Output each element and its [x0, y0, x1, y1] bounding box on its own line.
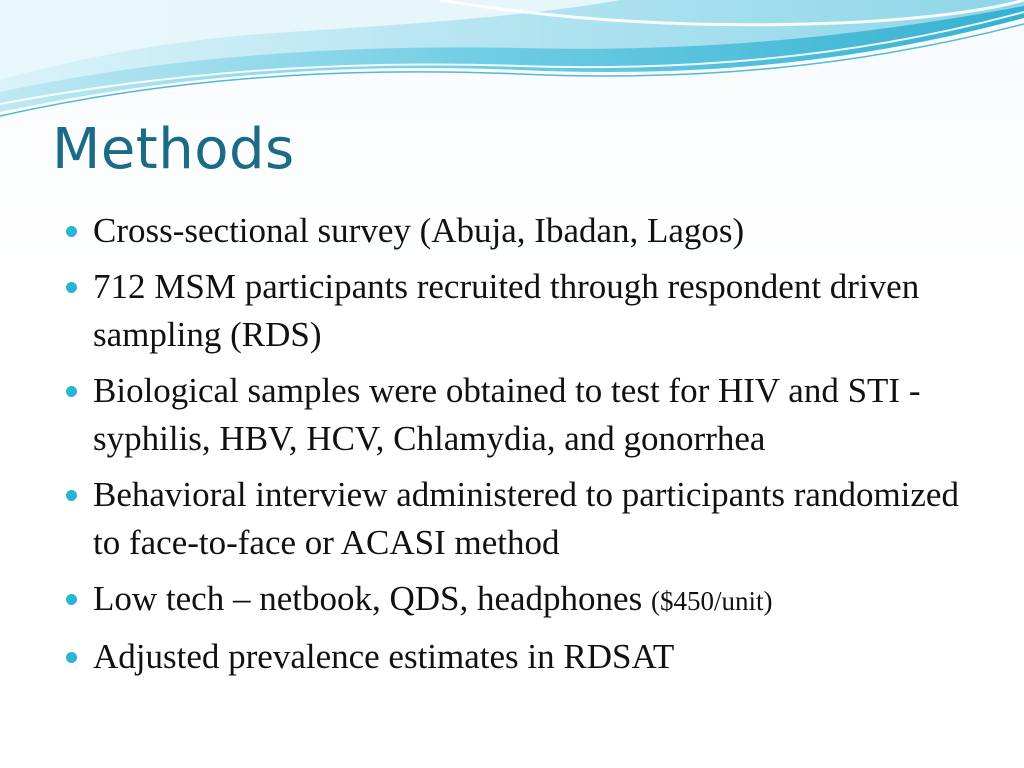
- bullet-item: [60, 367, 965, 463]
- bullet-text: Low tech – netbook, QDS, headphones: [93, 579, 643, 618]
- bullet-dot-icon: [66, 652, 77, 663]
- bullet-text: Adjusted prevalence estimates in RDSAT: [93, 637, 675, 676]
- bullet-item: [60, 633, 965, 681]
- bullet-dot-icon: [66, 490, 77, 501]
- bullet-list: [60, 207, 965, 689]
- bullet-dot-icon: [66, 386, 77, 397]
- bullet-text: 712 MSM participants recruited through respondent driven sampling (RDS): [93, 267, 920, 354]
- bullet-dot-icon: [66, 594, 77, 605]
- bullet-text: Cross-sectional survey (Abuja, Ibadan, Lagos): [93, 211, 745, 250]
- bullet-item: [60, 471, 965, 567]
- bullet-dot-icon: [66, 282, 77, 293]
- bullet-item: [60, 263, 965, 359]
- bullet-note: ($450/unit): [650, 586, 773, 616]
- bullet-text: Behavioral interview administered to participants randomized to face-to-face or ACASI method: [93, 475, 959, 562]
- bullet-dot-icon: [66, 226, 77, 237]
- bullet-item: [60, 207, 965, 255]
- bullet-text: Biological samples were obtained to test for HIV and STI - syphilis, HBV, HCV, Chlamydia, and gonorrhea: [93, 371, 921, 458]
- header-wave-decoration: [0, 0, 1024, 130]
- slide-title: Methods: [52, 117, 295, 182]
- bullet-item: [60, 575, 965, 625]
